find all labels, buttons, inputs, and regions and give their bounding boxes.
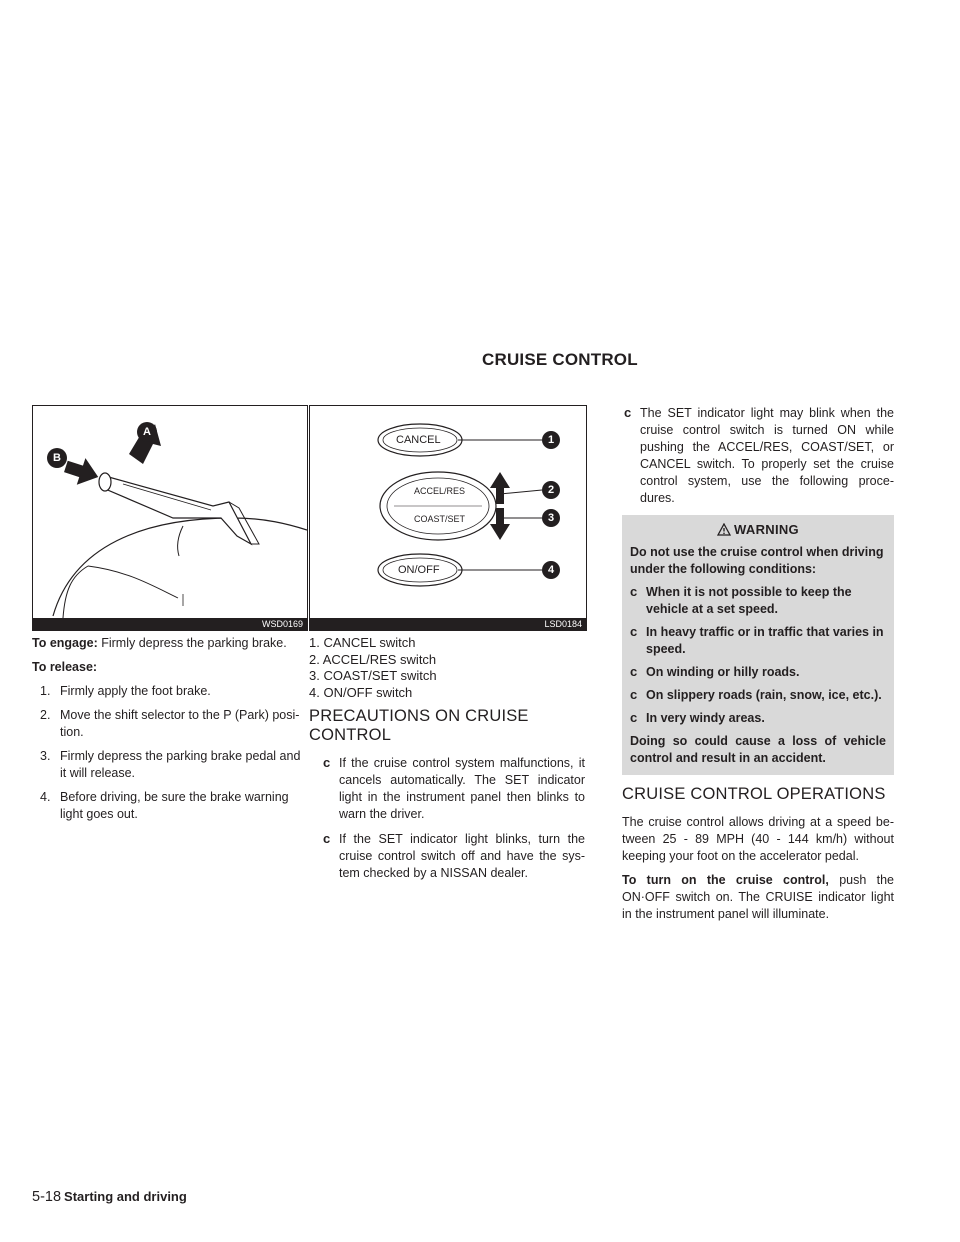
warning-triangle-icon xyxy=(717,523,731,536)
release-label: To release: xyxy=(32,660,98,674)
bullet-icon: c xyxy=(630,624,638,639)
bullet-icon: c xyxy=(630,664,638,679)
list-item: c On winding or hilly roads. xyxy=(630,664,800,679)
warning-list xyxy=(630,584,886,727)
figure-label: WSD0169 xyxy=(33,618,307,630)
bullet-icon: c xyxy=(323,831,331,846)
parking-brake-figure xyxy=(32,405,308,631)
operations-heading: CRUISE CONTROL OPERATIONS xyxy=(622,785,886,803)
cancel-switch-label: CANCEL xyxy=(396,434,441,446)
list-item: 3. COAST/SET switch xyxy=(309,668,437,683)
list-item: c In heavy traffic or in traffic that varies in speed. xyxy=(630,624,884,656)
parking-brake-illustration xyxy=(33,406,307,618)
list-item: c The SET indicator light may blink when the cruise control switch is turned ON while pushing the ACCEL/RES, COAST/SET, or CANCEL switch. To properly set the cruise control system, use the following proce-dures. xyxy=(624,405,894,505)
bullet-icon: c xyxy=(630,687,638,702)
precautions-heading: PRECAUTIONS ON CRUISE CONTROL xyxy=(309,707,529,744)
page-footer xyxy=(32,1188,187,1205)
list-item: 4. Before driving, be sure the brake warning light goes out. xyxy=(40,790,289,821)
engage-label: To engage: xyxy=(32,636,98,650)
operations-paragraph: The cruise control allows driving at a speed be-tween 25 - 89 MPH (40 - 144 km/h) without keeping your foot on the accelerator pedal. xyxy=(622,815,894,863)
list-item: c In very windy areas. xyxy=(630,710,765,725)
warning-heading: WARNING xyxy=(630,521,886,538)
list-item: c When it is not possible to keep the vehicle at a set speed. xyxy=(630,584,852,616)
warning-box xyxy=(622,515,894,775)
engage-paragraph xyxy=(32,635,306,652)
section-title: CRUISE CONTROL xyxy=(482,350,638,369)
list-item: 1. CANCEL switch xyxy=(309,635,416,650)
chapter-title: Starting and driving xyxy=(64,1189,187,1204)
bullet-icon: c xyxy=(630,710,638,725)
callout-4-icon: 4 xyxy=(542,561,560,579)
left-column xyxy=(32,635,306,830)
bullet-icon: c xyxy=(323,755,331,770)
list-item: 2. Move the shift selector to the P (Park) posi-tion. xyxy=(40,708,300,739)
callout-2-icon: 2 xyxy=(542,481,560,499)
engage-text: Firmly depress the parking brake. xyxy=(101,636,287,650)
figure-label: LSD0184 xyxy=(310,618,586,630)
on-off-switch-label: ON/OFF xyxy=(398,564,440,576)
bullet-icon: c xyxy=(624,405,632,420)
warning-intro: Do not use the cruise control when driving under the following conditions: xyxy=(630,545,884,576)
list-item: c On slippery roads (rain, snow, ice, etc.). xyxy=(630,687,882,702)
cruise-switch-figure xyxy=(309,405,587,631)
callout-1-icon: 1 xyxy=(542,431,560,449)
coast-set-switch-label: COAST/SET xyxy=(414,514,466,524)
list-item: c If the SET indicator light blinks, turn the cruise control switch off and have the sys-tem checked by a NISSAN dealer. xyxy=(323,831,585,880)
precautions-list xyxy=(309,755,585,882)
list-item: 2. ACCEL/RES switch xyxy=(309,651,437,667)
bullet-icon: c xyxy=(630,584,638,599)
callout-3-icon: 3 xyxy=(542,509,560,527)
list-item: c If the cruise control system malfunctions, it cancels automatically. The SET indicator light in the instrument panel then blinks to warn the driver. xyxy=(323,755,585,821)
middle-column xyxy=(309,635,585,890)
page-number: 5-18 xyxy=(32,1189,62,1205)
set-indicator-list xyxy=(622,405,894,507)
list-item: 4. ON/OFF switch xyxy=(309,684,413,700)
release-steps xyxy=(32,683,306,823)
list-item: 1. Firmly apply the foot brake. xyxy=(40,684,211,698)
callout-a-icon: A xyxy=(137,422,157,442)
warning-outro: Doing so could cause a loss of vehicle control and result in an accident. xyxy=(630,734,886,765)
turn-on-paragraph: To turn on the cruise control, push the ON·OFF switch on. The CRUISE indicator light in the instrument panel will illuminate. xyxy=(622,873,894,921)
switch-legend xyxy=(309,635,585,701)
right-column xyxy=(622,405,894,930)
list-item: 3. Firmly depress the parking brake pedal and it will release. xyxy=(40,749,301,780)
callout-b-icon: B xyxy=(47,448,67,468)
accel-res-switch-label: ACCEL/RES xyxy=(414,486,466,496)
